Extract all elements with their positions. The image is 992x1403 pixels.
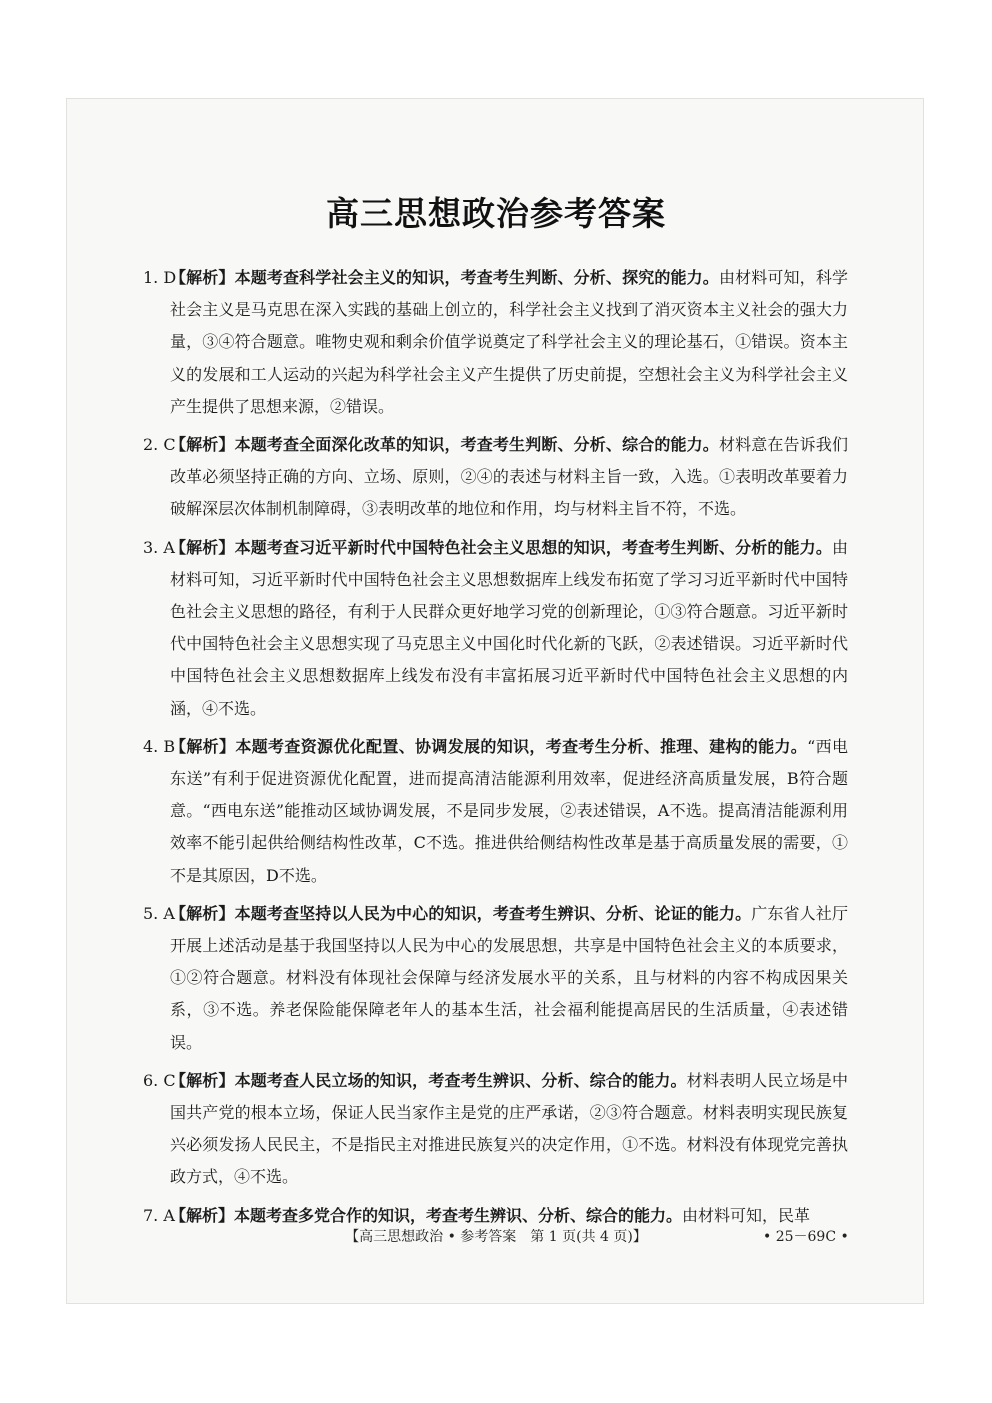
answer-item-4	[143, 731, 848, 892]
answer-analysis-body: 由材料可知，民革	[682, 1205, 811, 1225]
answer-number: 2. C	[143, 435, 176, 455]
answer-item-2	[143, 429, 848, 526]
answer-analysis-body: 由材料可知，习近平新时代中国特色社会主义思想数据库上线发布拓宽了学习习近平新时代中国特色社会主义思想的路径，有利于人民群众更好地学习党的创新理论，①③符合题意。习近平新时代中国特色社会主义思想实现了马克思主义中国化时代化新的飞跃，②表述错误。习近平新时代中国特色社会主义思想数据库上线发布没有丰富拓展习近平新时代中国特色社会主义思想的内涵，④不选。	[170, 537, 848, 718]
page-title: 高三思想政治参考答案	[326, 194, 666, 233]
answer-number: 1. D	[143, 268, 177, 287]
answer-analysis-lead: 【解析】本题考查全面深化改革的知识，考查考生判断、分析、综合的能力。	[170, 435, 719, 455]
answer-item-5	[143, 898, 848, 1059]
answer-analysis-lead: 【解析】本题考查多党合作的知识，考查考生辨识、分析、综合的能力。	[170, 1205, 683, 1225]
answer-list	[143, 262, 848, 1238]
answer-number: 7. A	[143, 1205, 175, 1225]
answer-analysis-body: “西电东送”有利于促进资源优化配置，进而提高清洁能源利用效率，促进经济高质量发展，B符合题意。“西电东送”能推动区域协调发展，不是同步发展，②表述错误，A不选。提高清洁能源利用效率不能引起供给侧结构性改革，C不选。推进供给侧结构性改革是基于高质量发展的需要，①不是其原因，D不选。	[170, 736, 848, 885]
answer-number: 3. A	[143, 537, 175, 557]
answer-item-1	[143, 262, 848, 423]
answer-analysis-lead: 【解析】本题考查资源优化配置、协调发展的知识，考查考生分析、推理、建构的能力。	[170, 736, 808, 756]
footer-doc-code: • 25－69C •	[763, 1229, 849, 1245]
answer-item-6	[143, 1065, 848, 1194]
answer-analysis-lead: 【解析】本题考查人民立场的知识，考查考生辨识、分析、综合的能力。	[170, 1070, 687, 1090]
answer-analysis-lead: 【解析】本题考查坚持以人民为中心的知识，考查考生辨识、分析、论证的能力。	[170, 903, 752, 923]
answer-item-3	[143, 532, 848, 725]
answer-analysis-body: 由材料可知，科学社会主义是马克思在深入实践的基础上创立的，科学社会主义找到了消灭资本主义社会的强大力量，③④符合题意。唯物史观和剩余价值学说奠定了科学社会主义的理论基石，①错误。资本主义的发展和工人运动的兴起为科学社会主义产生提供了历史前提，空想社会主义为科学社会主义产生提供了思想来源，②错误。	[170, 268, 848, 416]
answer-analysis-body: 材料意在告诉我们改革必须坚持正确的方向、立场、原则，②④的表述与材料主旨一致，入选。①表明改革要着力破解深层次体制机制障碍，③表明改革的地位和作用，均与材料主旨不符，不选。	[170, 435, 848, 519]
answer-number: 4. B	[143, 736, 176, 756]
footer-page-label: 【高三思想政治 • 参考答案 第 1 页(共 4 页)】	[345, 1229, 647, 1245]
answer-analysis-lead: 【解析】本题考查科学社会主义的知识，考查考生判断、分析、探究的能力。	[170, 268, 719, 287]
answer-number: 5. A	[143, 903, 175, 923]
answer-number: 6. C	[143, 1070, 176, 1090]
answer-analysis-lead: 【解析】本题考查习近平新时代中国特色社会主义思想的知识，考查考生判断、分析的能力。	[170, 537, 832, 557]
answer-analysis-body: 材料表明人民立场是中国共产党的根本立场，保证人民当家作主是党的庄严承诺，②③符合题意。材料表明实现民族复兴必须发扬人民民主，不是指民主对推进民族复兴的决定作用，①不选。材料没有体现党完善执政方式，④不选。	[170, 1070, 848, 1187]
answer-analysis-body: 广东省人社厅开展上述活动是基于我国坚持以人民为中心的发展思想，共享是中国特色社会主义的本质要求，①②符合题意。材料没有体现社会保障与经济发展水平的关系，且与材料的内容不构成因果关系，③不选。养老保险能保障老年人的基本生活，社会福利能提高居民的生活质量，④表述错误。	[170, 903, 848, 1052]
